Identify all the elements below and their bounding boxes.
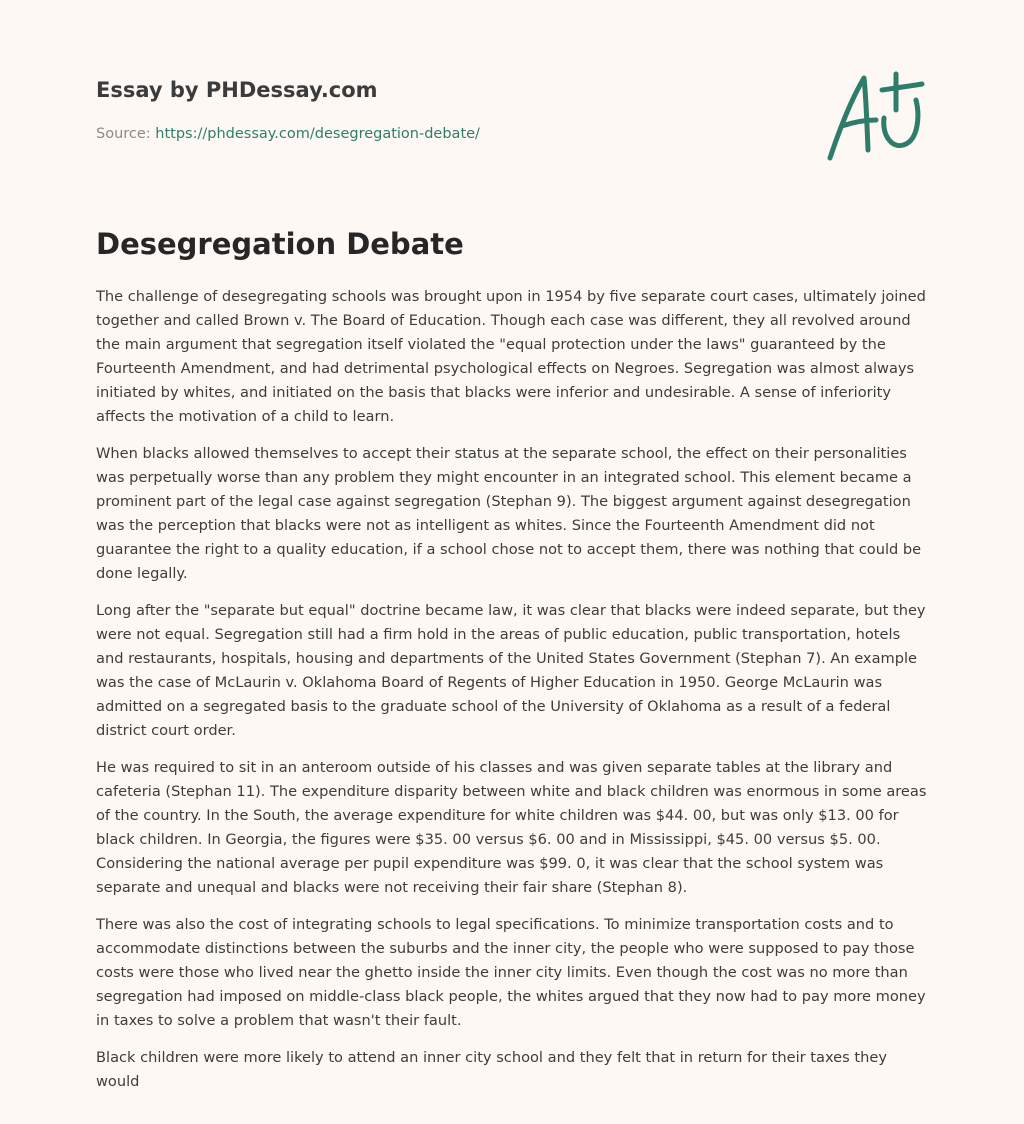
article-paragraph: Black children were more likely to attend an inner city school and they felt that in return for their taxes they would <box>96 1049 887 1090</box>
article-paragraph: The challenge of desegregating schools was brought upon in 1954 by five separate court cases, ultimately joined together and called Brown v. The Board of Education. Though each case was different, they all revolved around the main argument that segregation itself violated the "equal protection under the laws" guaranteed by the Fourteenth Amendment, and had detrimental psychological effects on Negroes. Segregation was almost always initiated by whites, and initiated on the basis that blacks were inferior and undesirable. A sense of inferiority affects the motivation of a child to learn. <box>96 288 926 425</box>
a-plus-logo-icon <box>822 66 928 166</box>
source-label: Source: <box>96 126 151 142</box>
article-paragraph: When blacks allowed themselves to accept their status at the separate school, the effect on their personalities was perpetually worse than any problem they might encounter in an integrated school. This element became a prominent part of the legal case against segregation (Stephan 9). The biggest argument against desegregation was the perception that blacks were not as intelligent as whites. Since the Fourteenth Amendment did not guarantee the right to a quality education, if a school chose not to accept them, there was nothing that could be done legally. <box>96 445 922 582</box>
article-paragraph: Long after the "separate but equal" doctrine became law, it was clear that blacks were indeed separate, but they were not equal. Segregation still had a firm hold in the areas of public education, public transportation, hotels and restaurants, hospitals, housing and departments of the United States Government (Stephan 7). An example was the case of McLaurin v. Oklahoma Board of Regents of Higher Education in 1950. George McLaurin was admitted on a segregated basis to the graduate school of the University of Oklahoma as a result of a federal district court order. <box>96 602 926 739</box>
article-paragraph: There was also the cost of integrating schools to legal specifications. To minimize transportation costs and to accommodate distinctions between the suburbs and the inner city, the people who were supposed to pay those costs were those who lived near the ghetto inside the inner city limits. Even though the cost was no more than segregation had imposed on middle-class black people, the whites argued that they now had to pay more money in taxes to solve a problem that wasn't their fault. <box>96 916 926 1029</box>
site-brand: Essay by PHDessay.com <box>96 78 378 102</box>
source-line <box>96 124 796 144</box>
article-body <box>96 285 930 1107</box>
source-link[interactable]: https://phdessay.com/desegregation-debate/ <box>155 126 480 142</box>
article-title: Desegregation Debate <box>96 227 464 261</box>
article-paragraph: He was required to sit in an anteroom outside of his classes and was given separate tables at the library and cafeteria (Stephan 11). The expenditure disparity between white and black children was enormous in some areas of the country. In the South, the average expenditure for white children was $44. 00, but was only $13. 00 for black children. In Georgia, the figures were $35. 00 versus $6. 00 and in Mississippi, $45. 00 versus $5. 00. Considering the national average per pupil expenditure was $99. 0, it was clear that the school system was separate and unequal and blacks were not receiving their fair share (Stephan 8). <box>96 759 927 896</box>
essay-header <box>96 76 796 144</box>
